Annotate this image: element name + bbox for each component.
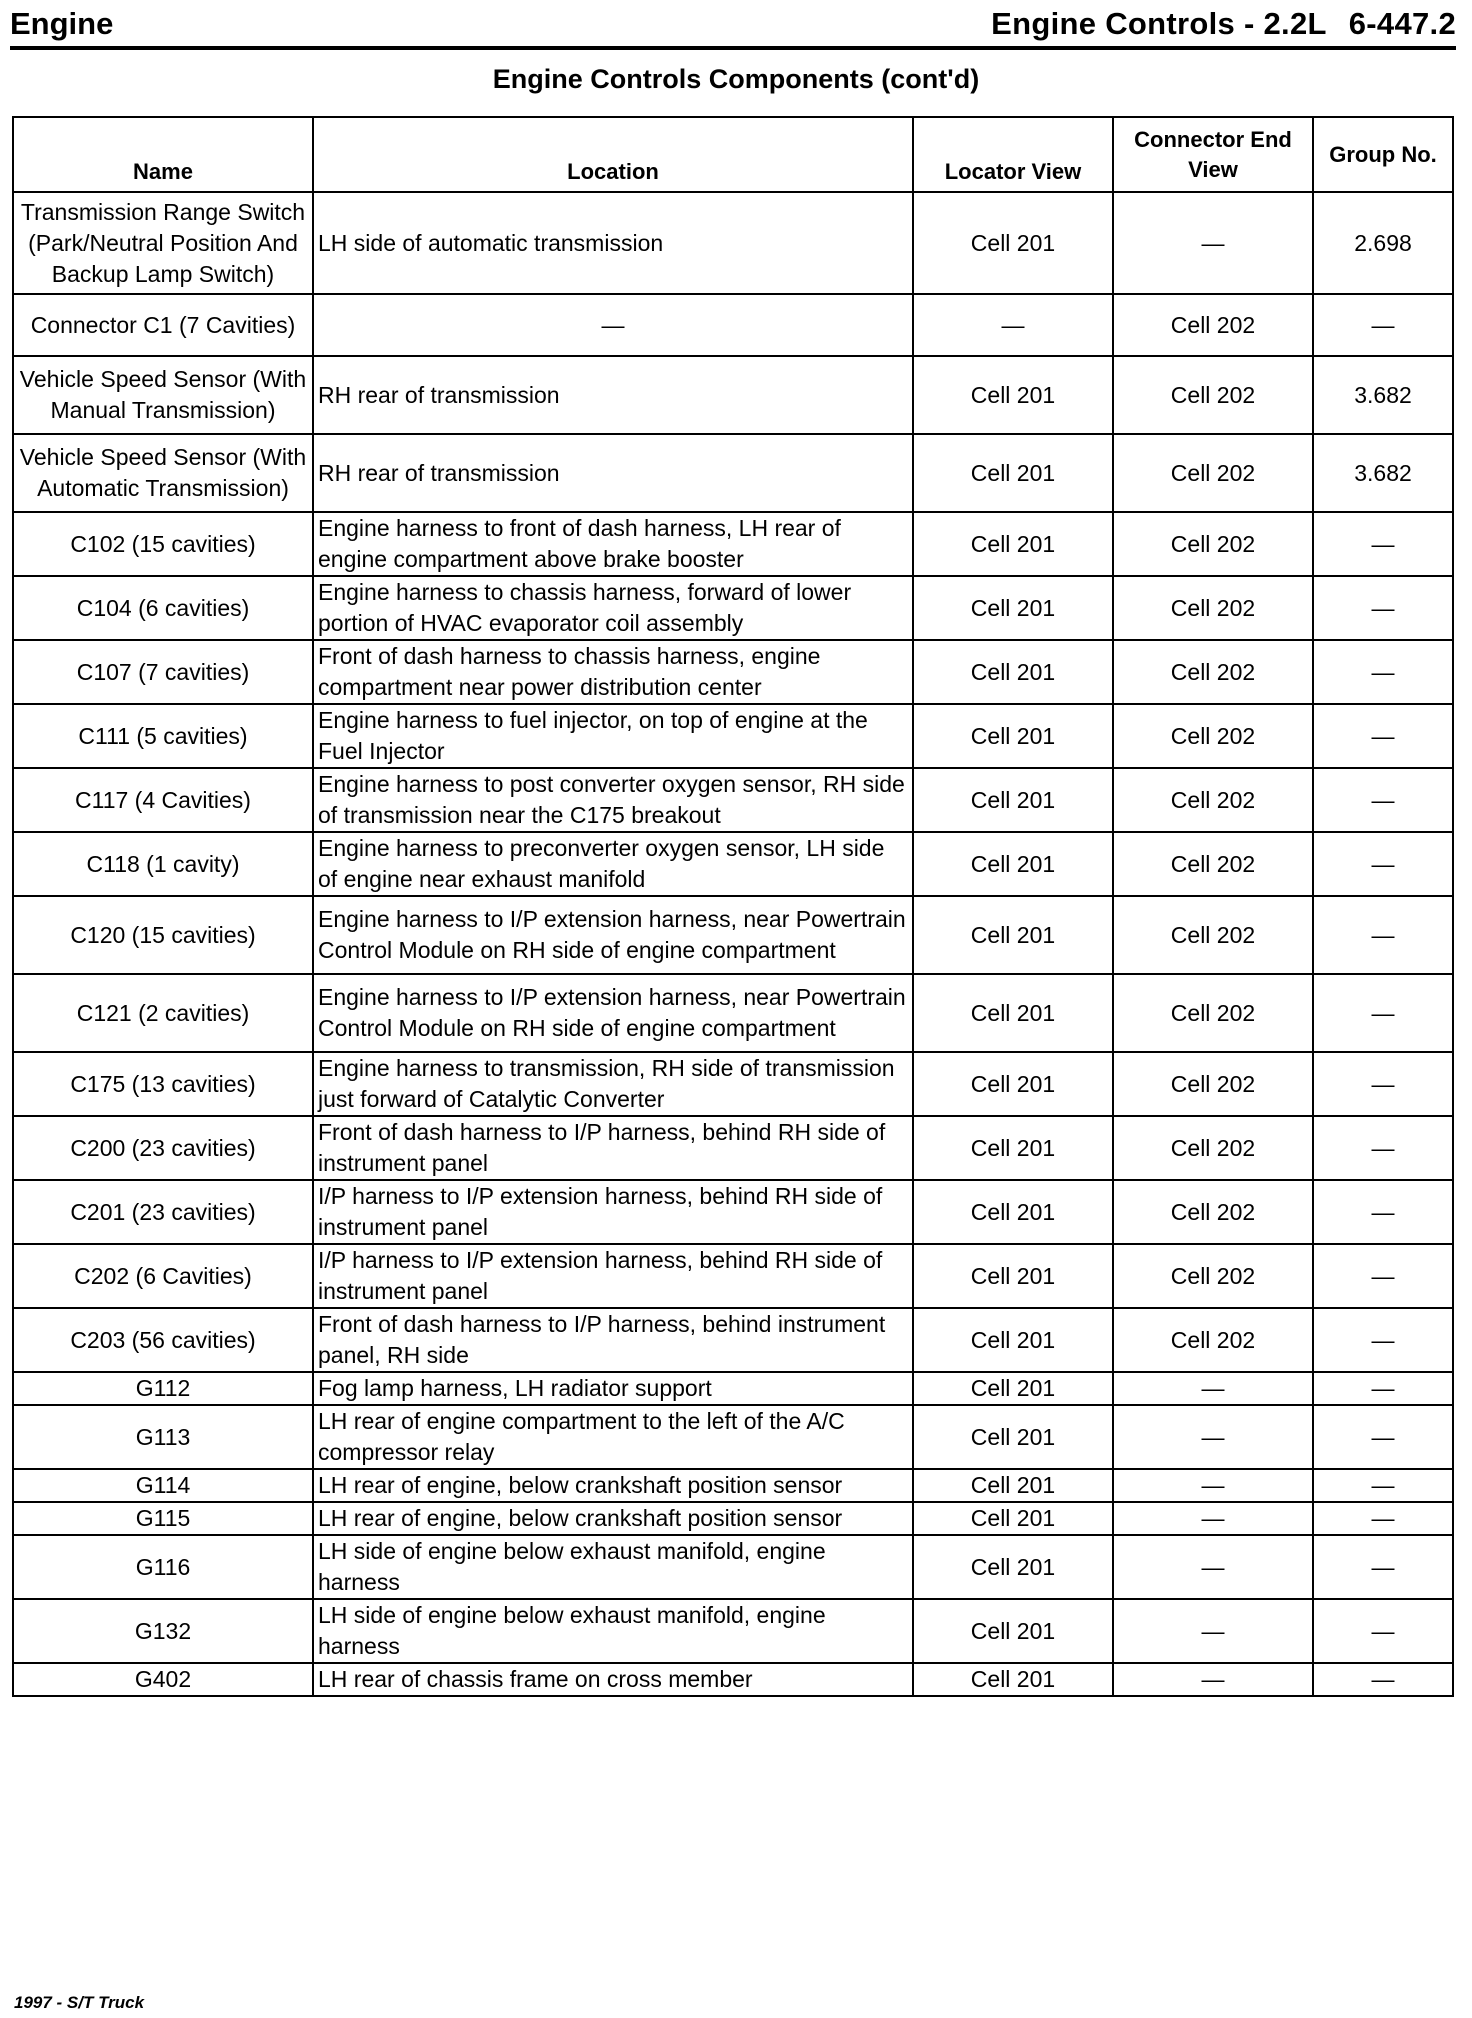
section-title: Engine — [10, 6, 114, 41]
cell-group-no: — — [1313, 896, 1453, 974]
components-table — [12, 116, 1454, 1697]
cell-connector-end-view: — — [1113, 192, 1313, 294]
chapter-title: Engine Controls - 2.2L — [991, 6, 1327, 41]
cell-location: LH side of engine below exhaust manifold, engine harness — [313, 1599, 913, 1663]
cell-location: RH rear of transmission — [313, 434, 913, 512]
page-header — [10, 4, 1456, 50]
cell-location: Engine harness to chassis harness, forward of lower portion of HVAC evaporator coil assembly — [313, 576, 913, 640]
cell-location: Engine harness to fuel injector, on top of engine at the Fuel Injector — [313, 704, 913, 768]
table-row — [13, 1405, 1453, 1469]
cell-locator-view: Cell 201 — [913, 512, 1113, 576]
cell-name: C121 (2 cavities) — [13, 974, 313, 1052]
cell-connector-end-view: Cell 202 — [1113, 1180, 1313, 1244]
cell-locator-view: Cell 201 — [913, 1469, 1113, 1502]
table-row — [13, 1244, 1453, 1308]
cell-name: C104 (6 cavities) — [13, 576, 313, 640]
column-header-name: Name — [13, 117, 313, 192]
cell-connector-end-view: Cell 202 — [1113, 896, 1313, 974]
cell-location: I/P harness to I/P extension harness, behind RH side of instrument panel — [313, 1180, 913, 1244]
cell-locator-view: Cell 201 — [913, 1244, 1113, 1308]
cell-group-no: — — [1313, 576, 1453, 640]
table-row — [13, 640, 1453, 704]
cell-location: Engine harness to I/P extension harness, near Powertrain Control Module on RH side of engine compartment — [313, 974, 913, 1052]
cell-name: G115 — [13, 1502, 313, 1535]
table-row — [13, 434, 1453, 512]
cell-connector-end-view: Cell 202 — [1113, 1116, 1313, 1180]
cell-name: C201 (23 cavities) — [13, 1180, 313, 1244]
table-row — [13, 974, 1453, 1052]
cell-location: — — [313, 294, 913, 356]
table-row — [13, 704, 1453, 768]
column-header-group-no: Group No. — [1313, 117, 1453, 192]
cell-name: Connector C1 (7 Cavities) — [13, 294, 313, 356]
header-right — [991, 6, 1456, 42]
cell-connector-end-view: Cell 202 — [1113, 1308, 1313, 1372]
cell-connector-end-view: Cell 202 — [1113, 1244, 1313, 1308]
cell-group-no: 3.682 — [1313, 356, 1453, 434]
cell-connector-end-view: — — [1113, 1469, 1313, 1502]
cell-group-no: — — [1313, 1052, 1453, 1116]
cell-connector-end-view: Cell 202 — [1113, 434, 1313, 512]
cell-location: LH rear of chassis frame on cross member — [313, 1663, 913, 1696]
cell-location: Engine harness to preconverter oxygen sensor, LH side of engine near exhaust manifold — [313, 832, 913, 896]
table-header-row — [13, 117, 1453, 192]
cell-name: C175 (13 cavities) — [13, 1052, 313, 1116]
cell-location: Engine harness to I/P extension harness, near Powertrain Control Module on RH side of engine compartment — [313, 896, 913, 974]
cell-location: LH rear of engine compartment to the left of the A/C compressor relay — [313, 1405, 913, 1469]
cell-locator-view: Cell 201 — [913, 1405, 1113, 1469]
cell-locator-view: Cell 201 — [913, 896, 1113, 974]
column-header-connector-end-view: Connector End View — [1113, 117, 1313, 192]
cell-connector-end-view: — — [1113, 1535, 1313, 1599]
cell-locator-view: Cell 201 — [913, 1502, 1113, 1535]
cell-name: C107 (7 cavities) — [13, 640, 313, 704]
cell-group-no: — — [1313, 1372, 1453, 1405]
cell-name: G113 — [13, 1405, 313, 1469]
table-row — [13, 512, 1453, 576]
table-row — [13, 294, 1453, 356]
cell-group-no: — — [1313, 1469, 1453, 1502]
cell-connector-end-view: Cell 202 — [1113, 356, 1313, 434]
cell-locator-view: Cell 201 — [913, 576, 1113, 640]
cell-name: G402 — [13, 1663, 313, 1696]
cell-location: Engine harness to transmission, RH side of transmission just forward of Catalytic Converter — [313, 1052, 913, 1116]
cell-location: LH rear of engine, below crankshaft position sensor — [313, 1502, 913, 1535]
cell-group-no: — — [1313, 768, 1453, 832]
cell-name: C117 (4 Cavities) — [13, 768, 313, 832]
footer-text: 1997 - S/T Truck — [14, 1993, 145, 2012]
cell-name: G116 — [13, 1535, 313, 1599]
cell-connector-end-view: Cell 202 — [1113, 294, 1313, 356]
cell-group-no: 3.682 — [1313, 434, 1453, 512]
cell-group-no: — — [1313, 704, 1453, 768]
table-row — [13, 1663, 1453, 1696]
table-row — [13, 1502, 1453, 1535]
cell-location: Front of dash harness to I/P harness, behind instrument panel, RH side — [313, 1308, 913, 1372]
cell-connector-end-view: — — [1113, 1372, 1313, 1405]
cell-locator-view: Cell 201 — [913, 832, 1113, 896]
cell-name: C203 (56 cavities) — [13, 1308, 313, 1372]
table-body — [13, 192, 1453, 1696]
column-header-location: Location — [313, 117, 913, 192]
cell-group-no: — — [1313, 1308, 1453, 1372]
cell-group-no: — — [1313, 1116, 1453, 1180]
cell-group-no: — — [1313, 1244, 1453, 1308]
cell-locator-view: Cell 201 — [913, 1535, 1113, 1599]
cell-locator-view: Cell 201 — [913, 434, 1113, 512]
cell-group-no: — — [1313, 1180, 1453, 1244]
cell-name: Vehicle Speed Sensor (With Manual Transmission) — [13, 356, 313, 434]
cell-group-no: — — [1313, 1663, 1453, 1696]
table-row — [13, 1535, 1453, 1599]
cell-location: Engine harness to front of dash harness, LH rear of engine compartment above brake booster — [313, 512, 913, 576]
cell-location: LH side of automatic transmission — [313, 192, 913, 294]
table-row — [13, 1180, 1453, 1244]
cell-locator-view: Cell 201 — [913, 768, 1113, 832]
cell-connector-end-view: Cell 202 — [1113, 512, 1313, 576]
cell-location: Front of dash harness to I/P harness, behind RH side of instrument panel — [313, 1116, 913, 1180]
cell-locator-view: Cell 201 — [913, 1180, 1113, 1244]
cell-location: RH rear of transmission — [313, 356, 913, 434]
cell-connector-end-view: Cell 202 — [1113, 1052, 1313, 1116]
cell-location: I/P harness to I/P extension harness, behind RH side of instrument panel — [313, 1244, 913, 1308]
cell-name: C102 (15 cavities) — [13, 512, 313, 576]
table-row — [13, 1469, 1453, 1502]
table-row — [13, 1308, 1453, 1372]
cell-locator-view: Cell 201 — [913, 1599, 1113, 1663]
cell-locator-view: Cell 201 — [913, 1116, 1113, 1180]
cell-name: C200 (23 cavities) — [13, 1116, 313, 1180]
cell-group-no: — — [1313, 974, 1453, 1052]
cell-name: Vehicle Speed Sensor (With Automatic Transmission) — [13, 434, 313, 512]
table-row — [13, 192, 1453, 294]
cell-name: C118 (1 cavity) — [13, 832, 313, 896]
cell-group-no: — — [1313, 1502, 1453, 1535]
cell-connector-end-view: Cell 202 — [1113, 704, 1313, 768]
table-row — [13, 1116, 1453, 1180]
cell-locator-view: Cell 201 — [913, 1372, 1113, 1405]
cell-connector-end-view: Cell 202 — [1113, 974, 1313, 1052]
page-title: Engine Controls Components (cont'd) — [492, 64, 980, 94]
page-number: 6-447.2 — [1348, 6, 1456, 41]
table-row — [13, 1599, 1453, 1663]
table-row — [13, 356, 1453, 434]
cell-locator-view: Cell 201 — [913, 1308, 1113, 1372]
cell-group-no: 2.698 — [1313, 192, 1453, 294]
cell-location: Front of dash harness to chassis harness, engine compartment near power distribution center — [313, 640, 913, 704]
cell-connector-end-view: Cell 202 — [1113, 768, 1313, 832]
table-row — [13, 576, 1453, 640]
cell-group-no: — — [1313, 1405, 1453, 1469]
cell-connector-end-view: — — [1113, 1502, 1313, 1535]
cell-locator-view: Cell 201 — [913, 704, 1113, 768]
cell-locator-view: Cell 201 — [913, 192, 1113, 294]
cell-location: LH side of engine below exhaust manifold, engine harness — [313, 1535, 913, 1599]
cell-connector-end-view: Cell 202 — [1113, 576, 1313, 640]
table-row — [13, 1052, 1453, 1116]
cell-locator-view: Cell 201 — [913, 1052, 1113, 1116]
cell-location: Fog lamp harness, LH radiator support — [313, 1372, 913, 1405]
cell-name: Transmission Range Switch (Park/Neutral Position And Backup Lamp Switch) — [13, 192, 313, 294]
table-row — [13, 1372, 1453, 1405]
cell-name: C202 (6 Cavities) — [13, 1244, 313, 1308]
cell-locator-view: Cell 201 — [913, 974, 1113, 1052]
cell-locator-view: Cell 201 — [913, 356, 1113, 434]
cell-location: LH rear of engine, below crankshaft position sensor — [313, 1469, 913, 1502]
cell-location: Engine harness to post converter oxygen sensor, RH side of transmission near the C175 breakout — [313, 768, 913, 832]
cell-name: C111 (5 cavities) — [13, 704, 313, 768]
cell-name: G112 — [13, 1372, 313, 1405]
table-row — [13, 896, 1453, 974]
table-row — [13, 832, 1453, 896]
column-header-locator-view: Locator View — [913, 117, 1113, 192]
cell-group-no: — — [1313, 1599, 1453, 1663]
cell-connector-end-view: Cell 202 — [1113, 832, 1313, 896]
cell-locator-view: — — [913, 294, 1113, 356]
cell-connector-end-view: — — [1113, 1663, 1313, 1696]
cell-group-no: — — [1313, 1535, 1453, 1599]
cell-name: G114 — [13, 1469, 313, 1502]
cell-locator-view: Cell 201 — [913, 1663, 1113, 1696]
table-row — [13, 768, 1453, 832]
cell-group-no: — — [1313, 640, 1453, 704]
cell-group-no: — — [1313, 294, 1453, 356]
cell-name: G132 — [13, 1599, 313, 1663]
cell-connector-end-view: Cell 202 — [1113, 640, 1313, 704]
cell-locator-view: Cell 201 — [913, 640, 1113, 704]
cell-group-no: — — [1313, 512, 1453, 576]
cell-group-no: — — [1313, 832, 1453, 896]
cell-connector-end-view: — — [1113, 1405, 1313, 1469]
cell-name: C120 (15 cavities) — [13, 896, 313, 974]
cell-connector-end-view: — — [1113, 1599, 1313, 1663]
